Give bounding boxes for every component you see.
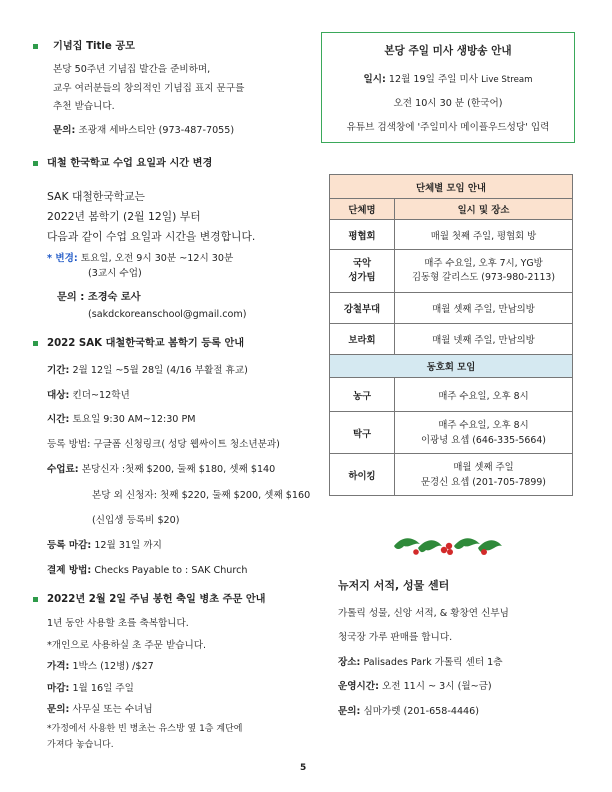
registration-target: 대상: 킨더~12학년 [47,390,130,401]
mass-youtube: 유튜브 검색창에 '주일미사 메이플우드성당' 입력 [346,122,550,133]
yearbook-line: 추천 받습니다. [53,101,115,112]
groups-title: 단체별 모임 안내 [330,175,573,199]
school-change-line: SAK 대철한국학교는 [47,190,145,203]
group-info: 매주 수요일, 오후 7시, YG방 [424,258,543,269]
registration-payment: 결제 방법: Checks Payable to : SAK Church [47,565,248,576]
club-info: 매월 셋째 주일 [453,461,514,473]
yearbook-contact: 문의: 조광재 세바스티안 (973-487-7055) [53,125,235,136]
bullet-icon [33,44,38,49]
registration-heading: 2022 SAK 대철한국학교 봄학기 등록 안내 [47,338,245,349]
registration-deadline: 등록 마감: 12월 31일 까지 [47,540,162,551]
club-info: 매주 수요일, 오후 8시 [438,419,529,431]
bullet-icon [33,597,38,602]
school-change-email: (sakdckoreanschool@gmail.com) [88,309,247,320]
holy-water-deadline: 마감: 1월 16일 주일 [47,683,134,694]
school-change-sub: (3교시 수업) [88,268,142,279]
table-row: 하이킹 매월 셋째 주일 문경신 요셉 (201-705-7899) [330,454,573,496]
club-info: 이광녕 요셉 (646-335-5664) [421,434,546,446]
mass-title: 본당 주일 미사 생방송 안내 [384,45,512,57]
table-row: 강철부대 매월 셋째 주일, 만남의방 [330,293,573,324]
group-info: 김동형 갈리스도 (973-980-2113) [411,272,556,283]
groups-table [329,174,573,496]
bookstore-place: 장소: Palisades Park 가톨릭 센터 1층 [338,657,503,668]
yearbook-line: 교우 여러분들의 창의적인 기념집 표지 문구를 [53,83,245,94]
bullet-icon [33,161,38,166]
holly-icon [392,532,504,560]
holy-water-price: 가격: 1박스 (12병) /$27 [47,661,154,672]
table-row [330,250,573,293]
bookstore-heading: 뉴저지 서적, 성물 센터 [338,579,450,592]
registration-period: 기간: 2월 12일 ~5월 28일 (4/16 부활절 휴교) [47,365,248,376]
groups-col-name: 단체명 [330,199,395,220]
registration-time: 시간: 토요일 9:30 AM~12:30 PM [47,414,196,425]
mass-time: 오전 10시 30 분 (한국어) [393,98,503,109]
bookstore-contact: 문의: 심마가렛 (201-658-4446) [338,706,480,717]
holy-water-note: 가져다 놓습니다. [47,740,114,750]
groups-col-info: 일시 및 장소 [395,199,573,220]
bookstore-line: 청국장 가루 판매를 합니다. [338,632,453,643]
registration-fee: 수업료: 본당신자 :첫째 $200, 둘째 $180, 셋째 $140 [47,464,276,475]
club-info: 문경신 요셉 (201-705-7899) [421,476,546,488]
holy-water-heading: 2022년 2월 2일 주님 봉헌 축일 병초 주문 안내 [47,594,266,605]
holy-water-note: *가정에서 사용한 빈 병초는 유스방 옆 1층 계단에 [47,724,243,734]
bookstore-hours: 운영시간: 오전 11시 ~ 3시 (월~금) [338,681,492,692]
yearbook-heading: 기념집 Title 공모 [53,41,136,52]
mass-date: 일시: 12월 19일 주일 미사 Live Stream [363,74,533,85]
school-change-contact: 문의 : 조경숙 로사 [57,292,141,303]
school-change-line: 2022년 봄학기 (2월 12일) 부터 [47,210,201,223]
yearbook-line: 본당 50주년 기념집 발간을 준비하며, [53,64,211,75]
holy-water-line: 1년 동안 사용할 초를 축복합니다. [47,618,189,629]
bookstore-line: 가톨릭 성물, 신앙 서적, & 황창연 신부님 [338,608,509,619]
table-row: 탁구 매주 수요일, 오후 8시 이광녕 요셉 (646-335-5664) [330,412,573,454]
registration-fee-new: (신입생 등록비 $20) [92,515,180,526]
bullet-icon [33,341,38,346]
school-change-line: 다음과 같이 수업 요일과 시간을 변경합니다. [47,230,256,243]
clubs-title: 동호회 모임 [330,355,573,378]
holy-water-contact: 문의: 사무실 또는 수녀님 [47,704,153,715]
table-row: 농구 매주 수요일, 오후 8시 [330,378,573,412]
school-change-heading: 대철 한국학교 수업 요일과 시간 변경 [47,158,213,169]
table-row: 평협회 매월 첫째 주일, 평협회 방 [330,220,573,250]
mass-broadcast-box [321,32,575,143]
registration-method: 등록 방법: 구글폼 신청링크( 성당 웹싸이트 청소년분과) [47,439,280,450]
registration-fee-outside: 본당 외 신청자: 첫째 $220, 둘째 $200, 셋째 $160 [92,490,311,501]
page-number: 5 [300,763,307,773]
holy-water-line: *개인으로 사용하실 초 주문 받습니다. [47,640,207,651]
group-name: 국악 성가팀 [348,258,376,283]
table-row: 보라회 매월 넷째 주일, 만남의방 [330,324,573,355]
school-change-detail: * 변경: 토요일, 오전 9시 30분 ~12시 30분 [47,253,234,264]
